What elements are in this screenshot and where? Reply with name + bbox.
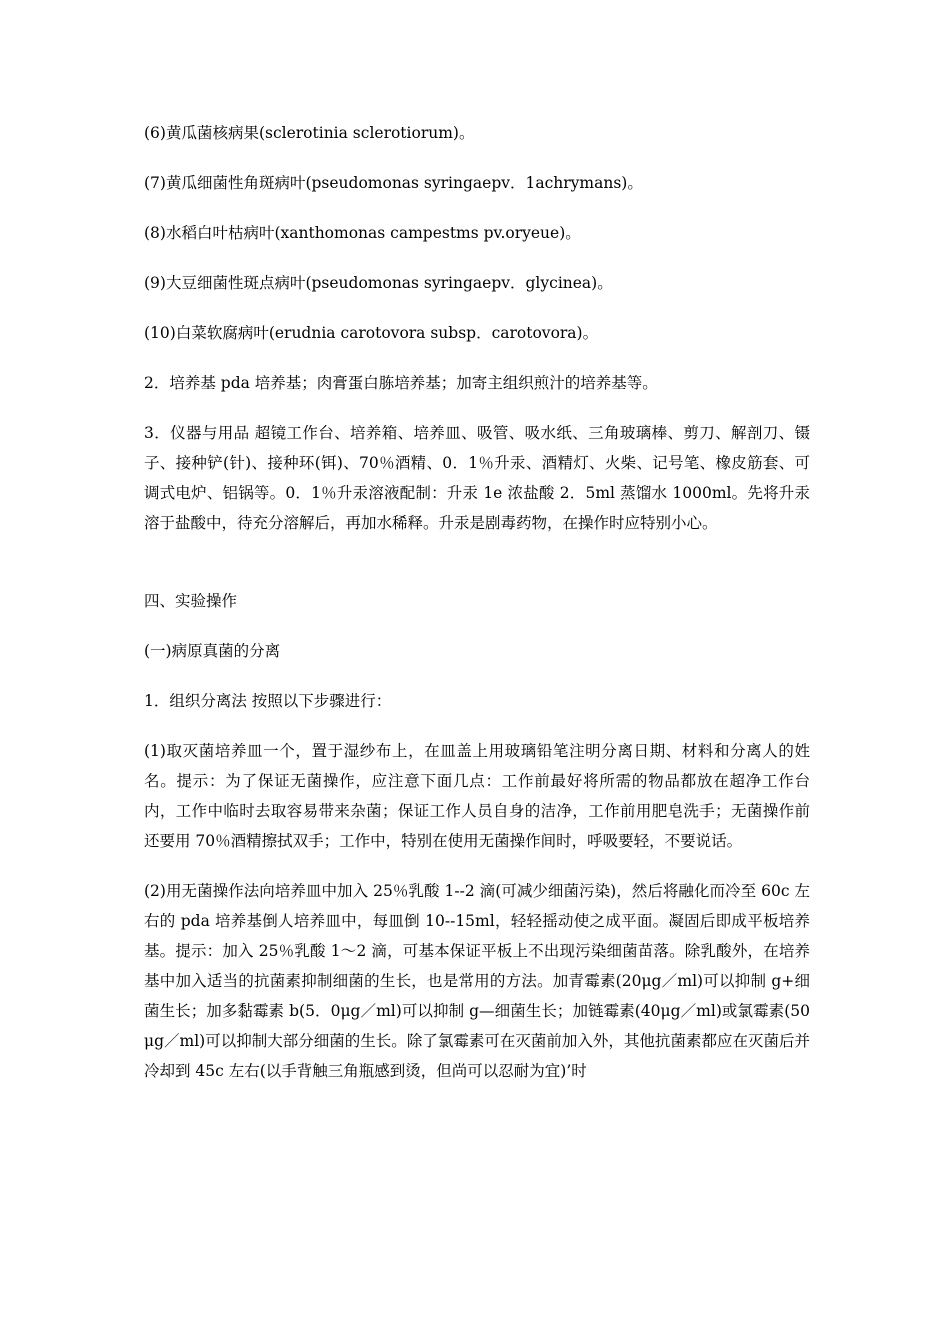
document-page xyxy=(144,118,810,1106)
subsection-heading: (一)病原真菌的分离 xyxy=(144,642,281,660)
culture-media-paragraph: 2．培养基 pda 培养基；肉膏蛋白胨培养基；加寄主组织煎汁的培养基等。 xyxy=(144,374,658,392)
specimen-item-10: (10)白菜软腐病叶(erudnia carotovora subsp．carotovora)。 xyxy=(144,324,599,342)
specimen-item-6: (6)黄瓜菌核病果(sclerotinia sclerotiorum)。 xyxy=(144,124,475,142)
step-2-paragraph: (2)用无菌操作法向培养皿中加入 25％乳酸 1--2 滴(可减少细菌污染)，然后将融化而冷至 60c 左右的 pda 培养基倒人培养皿中，每皿倒 10--15ml，轻轻摇动使之成平面。凝固后即成平板培养基。提示：加入 25％乳酸 1～2 滴，可基本保证平板上不出现污染细菌苗落。除乳酸外，在培养基中加入适当的抗菌素抑制细菌的生长，也是常用的方法。加青霉素(20μg／ml)可以抑制 g+细菌生长；加多黏霉素 b(5．0μg／ml)可以抑制 g—细菌生长；加链霉素(40μg／ml)或氯霉素(50μg／ml)可以抑制大部分细菌的生长。除了氯霉素可在灭菌前加入外，其他抗菌素都应在灭菌后并冷却到 45c 左右(以手背触三角瓶感到烫，但尚可以忍耐为宜)’时 xyxy=(144,882,810,1080)
specimen-item-9: (9)大豆细菌性斑点病叶(pseudomonas syringaepv．glycinea)。 xyxy=(144,274,613,292)
section-heading: 四、实验操作 xyxy=(144,592,238,610)
method-title: 1．组织分离法 按照以下步骤进行： xyxy=(144,692,392,710)
equipment-paragraph: 3．仪器与用品 超镜工作台、培养箱、培养皿、吸管、吸水纸、三角玻璃棒、剪刀、解剖刀、镊子、接种铲(针)、接种环(铒)、70％酒精、0．1％升汞、酒精灯、火柴、记号笔、橡皮筋套、可调式电炉、铝锅等。0．1％升汞溶液配制：升汞 1e 浓盐酸 2．5ml 蒸馏水 1000ml。先将升汞溶于盐酸中，待充分溶解后，再加水稀释。升汞是剧毒药物，在操作时应特别小心。 xyxy=(144,424,810,532)
specimen-item-8: (8)水稻白叶枯病叶(xanthomonas campestms pv.oryeue)。 xyxy=(144,224,581,242)
specimen-item-7: (7)黄瓜细菌性角斑病叶(pseudomonas syringaepv．1achrymans)。 xyxy=(144,174,643,192)
step-1-paragraph: (1)取灭菌培养皿一个，置于湿纱布上，在皿盖上用玻璃铅笔注明分离日期、材料和分离人的姓名。提示：为了保证无菌操作，应注意下面几点：工作前最好将所需的物品都放在超净工作台内，工作中临时去取容易带来杂菌；保证工作人员自身的洁净，工作前用肥皂洗手；无菌操作前还要用 70％酒精擦拭双手；工作中，特别在使用无菌操作间时，呼吸要轻，不要说话。 xyxy=(144,742,810,850)
